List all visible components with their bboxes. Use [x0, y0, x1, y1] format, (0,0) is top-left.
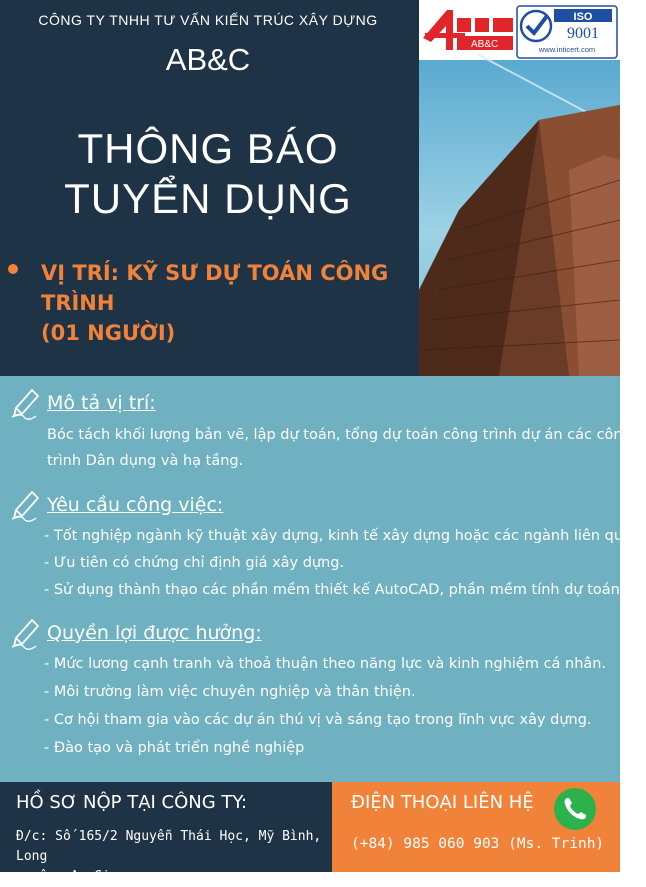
- job-position-line-1: VỊ TRÍ: KỸ SƯ DỰ TOÁN CÔNG TRÌNH: [41, 261, 389, 315]
- benefit-item: - Môi trường làm việc chuyên nghiệp và thân thiện.: [44, 684, 416, 700]
- address-line-1: Đ/c: Số 165/2 Nguyễn Thái Học, Mỹ Bình, Long: [16, 829, 322, 864]
- abc-logo-icon: [423, 10, 513, 50]
- bullet-dot-icon: [8, 264, 18, 274]
- benefits-title: Quyền lợi được hưởng:: [47, 622, 262, 644]
- phone-title: ĐIỆN THOẠI LIÊN HỆ: [351, 792, 534, 813]
- requirement-item: - Tốt nghiệp ngành kỹ thuật xây dựng, kinh tế xây dựng hoặc các ngành liên quan.: [44, 528, 646, 544]
- pen-writing-icon: [10, 384, 44, 418]
- brand-name: AB&C: [165, 42, 251, 77]
- submit-title: HỒ SƠ NỘP TẠI CÔNG TY:: [16, 792, 248, 813]
- address-line-2: xuyên, An Giang: [16, 869, 134, 884]
- iso-badge-icon: [517, 6, 617, 58]
- description-line-1: Bóc tách khối lượng bản vẽ, lập dự toán, tổng dự toán công trình dự án các công: [47, 427, 632, 443]
- benefit-item: - Cơ hội tham gia vào các dự án thú vị và sáng tạo trong lĩnh vực xây dựng.: [44, 712, 592, 728]
- logo-bar: [419, 0, 620, 60]
- headline: [0, 124, 416, 224]
- phone-number[interactable]: (+84) 985 060 903 (Ms. Trinh): [351, 836, 605, 852]
- company-address: [16, 827, 326, 887]
- description-line-2: trình Dân dụng và hạ tầng.: [47, 453, 244, 469]
- pen-writing-icon: [10, 486, 44, 520]
- description-title: Mô tả vị trí:: [47, 392, 156, 414]
- benefit-item: - Đào tạo và phát triển nghề nghiệp: [44, 740, 305, 756]
- svg-text:AB&C: AB&C: [471, 39, 499, 50]
- company-name: CÔNG TY TNHH TƯ VẤN KIẾN TRÚC XÂY DỰNG: [38, 12, 378, 28]
- requirement-item: - Sử dụng thành thạo các phần mềm thiết kế AutoCAD, phần mềm tính dự toán: [44, 582, 620, 598]
- building-photo: [419, 60, 620, 376]
- svg-text:www.inticert.com: www.inticert.com: [538, 45, 596, 54]
- phone-icon[interactable]: [553, 787, 597, 831]
- headline-line-1: THÔNG BÁO: [77, 125, 339, 172]
- job-position-line-2: (01 NGƯỜI): [41, 321, 176, 345]
- svg-text:9001: 9001: [567, 25, 599, 42]
- company-logos: [419, 0, 620, 60]
- skyscraper-illustration: [419, 60, 620, 376]
- requirement-item: - Ưu tiên có chứng chỉ định giá xây dựng.: [44, 555, 345, 571]
- svg-text:ISO: ISO: [573, 11, 593, 23]
- pen-writing-icon: [10, 614, 44, 648]
- job-position: [41, 258, 421, 348]
- benefit-item: - Mức lương cạnh tranh và thoả thuận theo năng lực và kinh nghiệm cá nhân.: [44, 656, 607, 672]
- headline-line-2: TUYỂN DỤNG: [64, 175, 352, 222]
- requirements-title: Yêu cầu công việc:: [47, 494, 224, 516]
